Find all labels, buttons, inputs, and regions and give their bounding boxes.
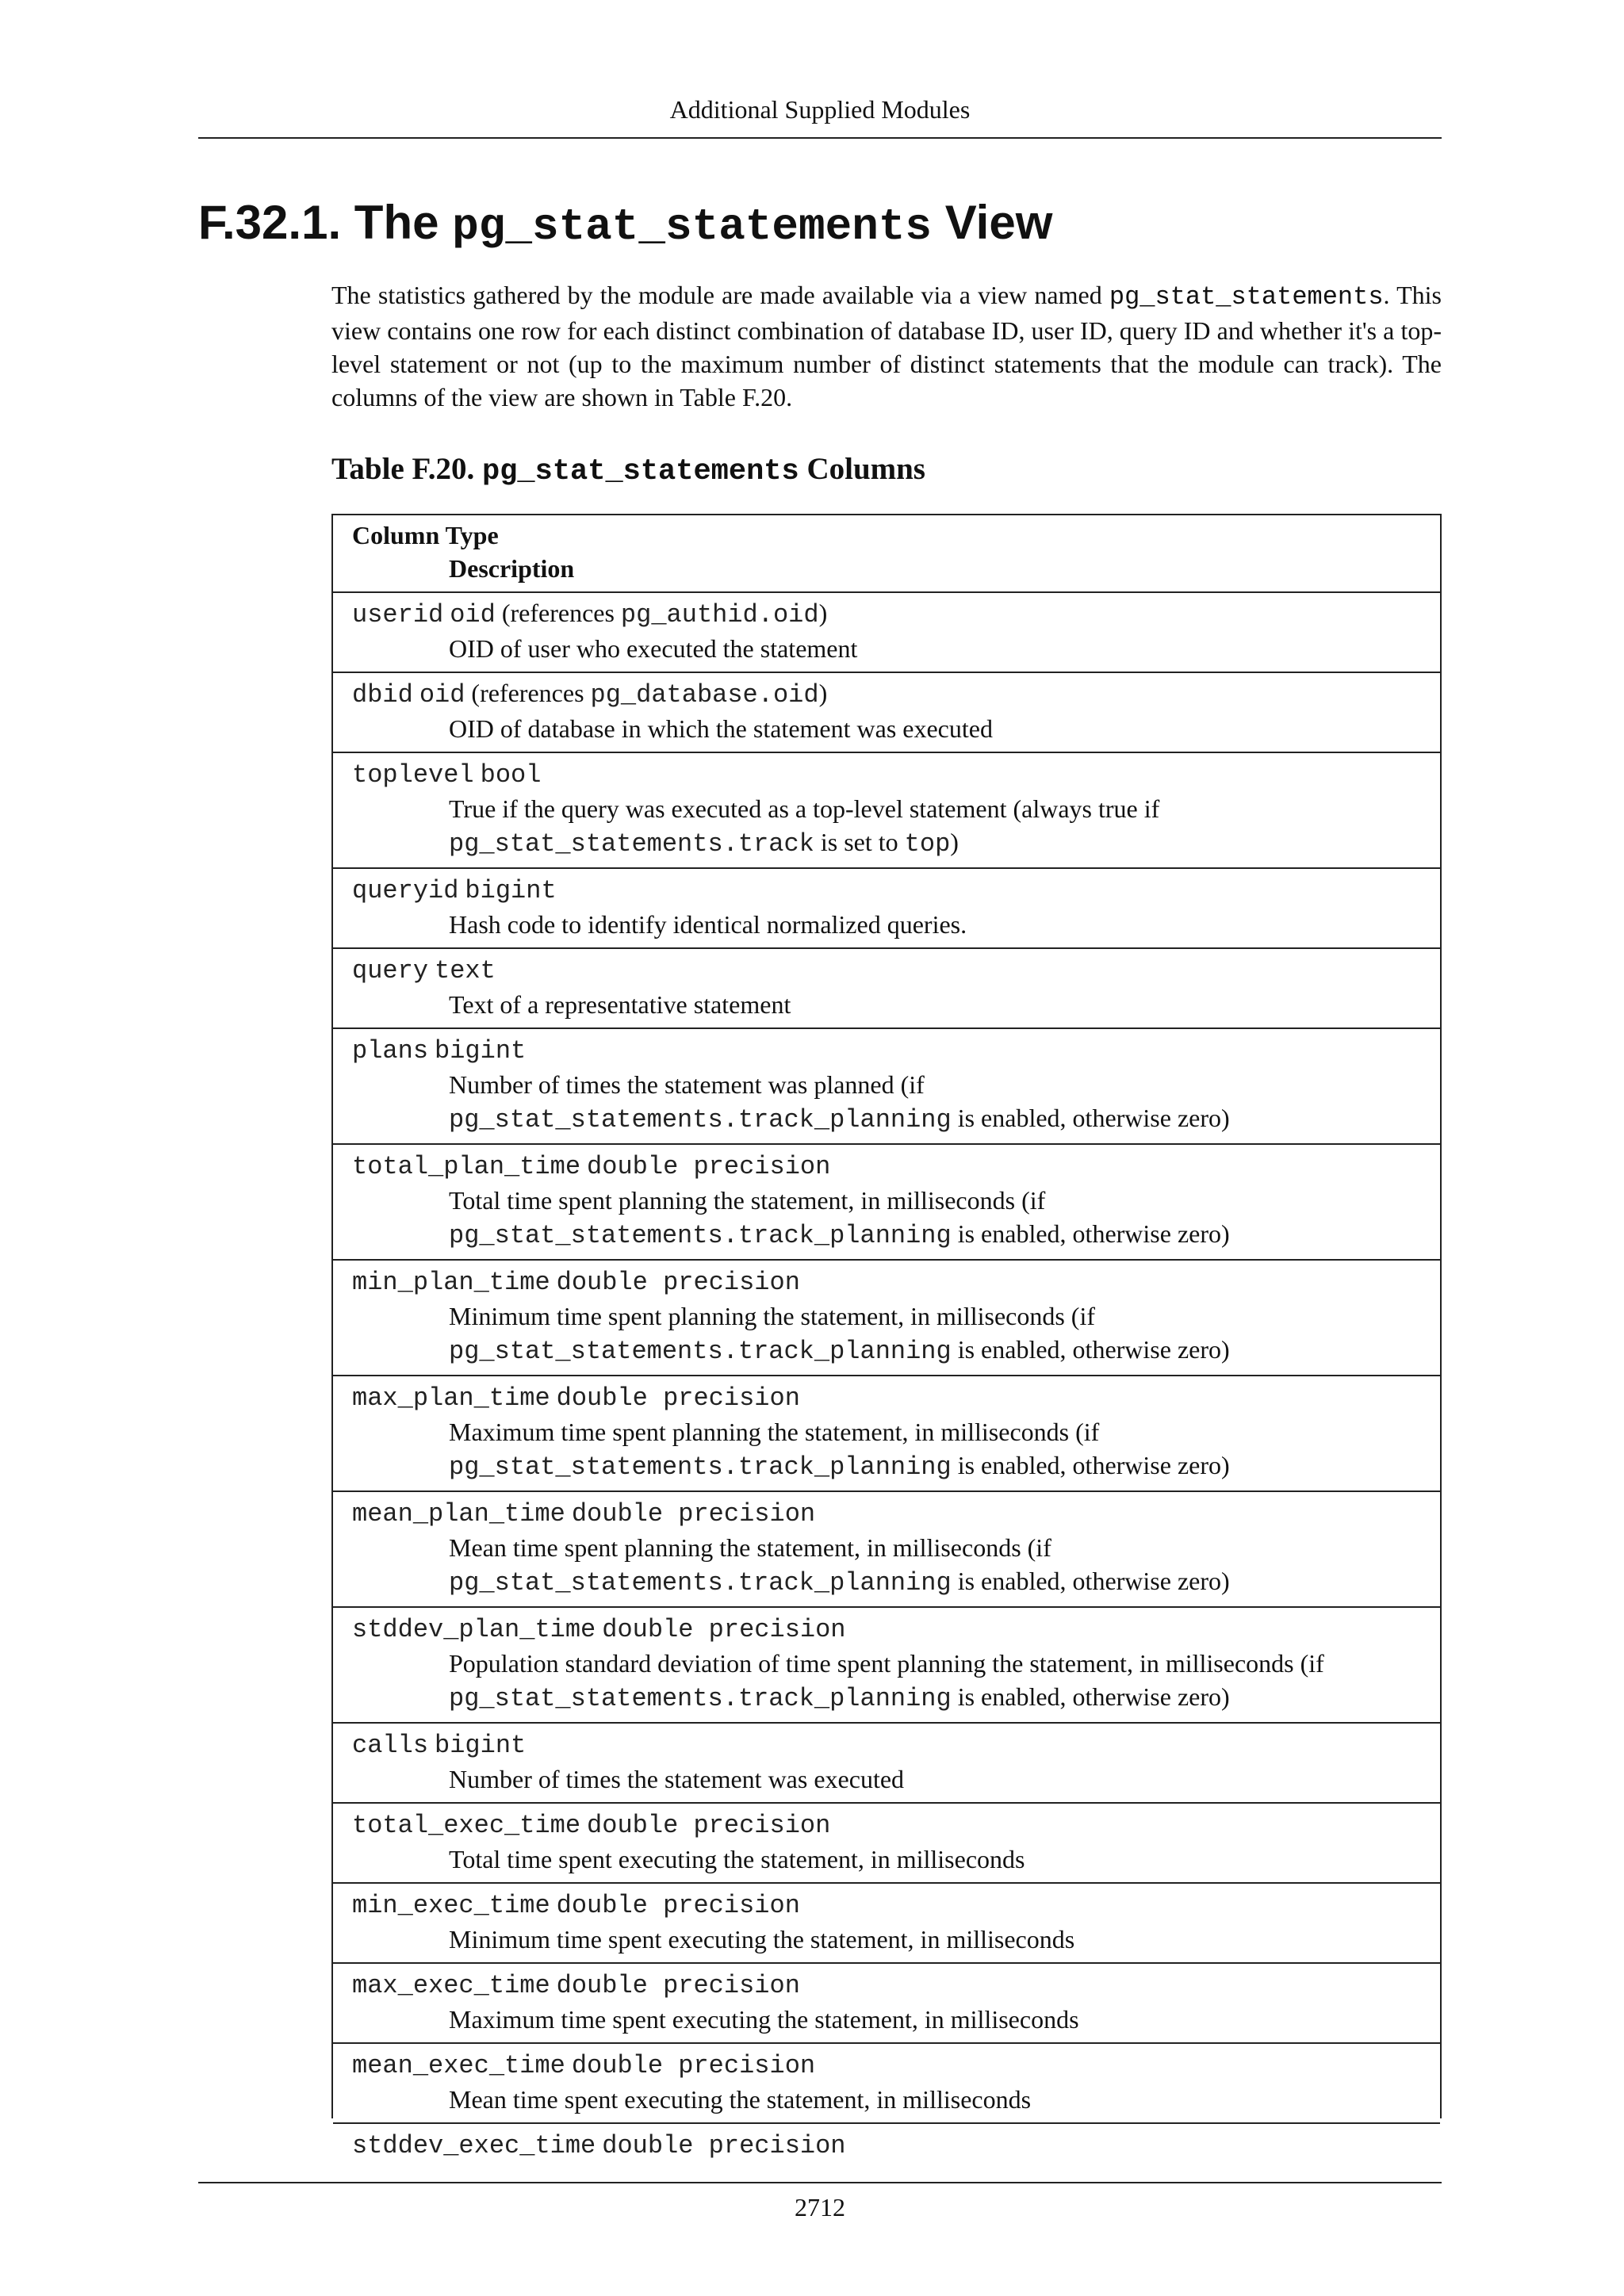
- column-type: double precision: [587, 1152, 831, 1181]
- description-text: is set to: [820, 828, 898, 856]
- reference: pg_authid.oid: [620, 600, 819, 629]
- column-description: Text of a representative statement: [449, 990, 791, 1019]
- column-name: query: [352, 956, 429, 985]
- intro-view-name: pg_stat_statements: [1109, 282, 1384, 312]
- table-row: [333, 1261, 1440, 1376]
- column-description: Hash code to identify identical normalized queries.: [449, 910, 967, 939]
- section-number: F.32.1. The: [198, 196, 439, 249]
- ref-suffix: ): [818, 599, 828, 627]
- table-row: [333, 593, 1440, 673]
- table-row: [333, 2044, 1440, 2124]
- column-type: oid: [450, 600, 496, 629]
- section-view-name: pg_stat_statements: [452, 201, 933, 252]
- table-row: [333, 1029, 1440, 1145]
- columns-table: [331, 514, 1442, 2160]
- table-row: [333, 1492, 1440, 1608]
- table-row: [333, 673, 1440, 753]
- description-text: is enabled, otherwise zero): [957, 1682, 1230, 1711]
- column-name: plans: [352, 1036, 429, 1066]
- ref-prefix: (references: [471, 679, 584, 707]
- config-setting: pg_stat_statements.track_planning: [449, 1452, 952, 1482]
- description-text: True if the query was executed as a top-level statement (always true if: [449, 794, 1160, 823]
- table-row: [333, 1964, 1440, 2044]
- column-name: max_plan_time: [352, 1383, 550, 1413]
- description-text: is enabled, otherwise zero): [957, 1451, 1230, 1479]
- footer-rule: [198, 2182, 1442, 2183]
- config-setting: pg_stat_statements.track_planning: [449, 1105, 952, 1135]
- column-name: userid: [352, 600, 444, 629]
- intro-text-2: . This view contains one row for each distinct combination of database ID, user ID, query ID and whether it's a top-level statement or not (up to the maximum number of distinct statements that the module can track). The columns of the view are shown in Table F.20.: [331, 281, 1442, 411]
- column-description: Maximum time spent executing the statement, in milliseconds: [449, 2005, 1079, 2034]
- description-text: Maximum time spent planning the statement, in milliseconds (if: [449, 1418, 1100, 1446]
- section-title: [198, 187, 1052, 262]
- column-name: mean_plan_time: [352, 1499, 565, 1529]
- column-name: queryid: [352, 876, 459, 905]
- column-description: [352, 1068, 1424, 1137]
- running-header: Additional Supplied Modules: [669, 95, 971, 124]
- table-row: [333, 869, 1440, 949]
- column-description: [352, 1647, 1424, 1716]
- description-text: Mean time spent planning the statement, in milliseconds (if: [449, 1533, 1051, 1562]
- column-description: Total time spent executing the statement, in milliseconds: [449, 1845, 1025, 1873]
- table-row: [333, 1804, 1440, 1884]
- column-description: OID of user who executed the statement: [449, 634, 858, 663]
- column-description: Minimum time spent executing the statement, in milliseconds: [449, 1925, 1075, 1954]
- column-name: dbid: [352, 680, 413, 710]
- column-name: min_exec_time: [352, 1891, 550, 1920]
- table-row: [333, 949, 1440, 1029]
- config-setting: pg_stat_statements.track_planning: [449, 1684, 952, 1713]
- column-description: [352, 1415, 1424, 1484]
- config-setting: pg_stat_statements.track_planning: [449, 1568, 952, 1598]
- column-type: double precision: [556, 1971, 800, 2000]
- column-type: bigint: [465, 876, 557, 905]
- description-text: is enabled, otherwise zero): [957, 1104, 1230, 1132]
- config-setting: pg_stat_statements.track_planning: [449, 1337, 952, 1366]
- table-row: [333, 1724, 1440, 1804]
- table-title-suffix: Columns: [806, 452, 925, 486]
- section-suffix: View: [944, 196, 1053, 249]
- intro-paragraph: [331, 278, 1442, 414]
- column-type: text: [435, 956, 496, 985]
- ref-suffix: ): [818, 679, 828, 707]
- column-type: double precision: [556, 1268, 800, 1297]
- reference: pg_database.oid: [590, 680, 819, 710]
- description-text: ): [950, 828, 959, 856]
- table-header-row: [333, 515, 1440, 593]
- description-text: is enabled, otherwise zero): [957, 1335, 1230, 1364]
- column-name: toplevel: [352, 760, 474, 790]
- column-description: [352, 1299, 1424, 1368]
- column-type: double precision: [571, 2051, 816, 2080]
- table-row: [333, 1376, 1440, 1492]
- table-row: [333, 753, 1440, 869]
- table-row: [333, 1608, 1440, 1724]
- description-text: Total time spent planning the statement, in milliseconds (if: [449, 1186, 1046, 1215]
- description-text: is enabled, otherwise zero): [957, 1567, 1230, 1595]
- column-type: oid: [419, 680, 465, 710]
- column-type: double precision: [587, 1811, 831, 1840]
- column-description: [352, 1531, 1424, 1600]
- column-name: total_exec_time: [352, 1811, 581, 1840]
- config-setting: pg_stat_statements.track_planning: [449, 1221, 952, 1250]
- column-type: bigint: [435, 1731, 527, 1760]
- config-setting: pg_stat_statements.track: [449, 829, 814, 859]
- header-description: Description: [449, 554, 575, 583]
- column-description: [352, 1184, 1424, 1253]
- table-row: [333, 1145, 1440, 1261]
- ref-prefix: (references: [501, 599, 615, 627]
- header-rule: [198, 137, 1442, 139]
- description-text: Number of times the statement was planned (if: [449, 1070, 925, 1099]
- table-title-name: pg_stat_statements: [482, 455, 799, 488]
- column-type: double precision: [571, 1499, 816, 1529]
- column-name: total_plan_time: [352, 1152, 581, 1181]
- description-text: Minimum time spent planning the statement, in milliseconds (if: [449, 1302, 1095, 1330]
- column-name: calls: [352, 1731, 429, 1760]
- setting-value: top: [904, 829, 951, 859]
- intro-text-1: The statistics gathered by the module are made available via a view named: [331, 281, 1102, 309]
- column-type: double precision: [556, 1891, 800, 1920]
- column-name: mean_exec_time: [352, 2051, 565, 2080]
- column-name: max_exec_time: [352, 1971, 550, 2000]
- description-text: is enabled, otherwise zero): [957, 1219, 1230, 1248]
- page-number: 2712: [795, 2193, 845, 2221]
- description-text: Population standard deviation of time spent planning the statement, in milliseconds (if: [449, 1649, 1324, 1678]
- column-type: double precision: [602, 2131, 846, 2160]
- column-type: double precision: [602, 1615, 846, 1644]
- column-description: Number of times the statement was executed: [449, 1765, 905, 1793]
- table-row: [333, 1884, 1440, 1964]
- column-type: double precision: [556, 1383, 800, 1413]
- table-title-prefix: Table F.20.: [331, 452, 475, 486]
- column-name: stddev_plan_time: [352, 1615, 596, 1644]
- table-title: [331, 450, 925, 492]
- column-name: stddev_exec_time: [352, 2131, 596, 2160]
- column-description: OID of database in which the statement was executed: [449, 714, 993, 743]
- header-column-type: Column Type: [352, 521, 499, 549]
- column-type: bool: [480, 760, 542, 790]
- column-description: [352, 792, 1424, 861]
- column-name: min_plan_time: [352, 1268, 550, 1297]
- table-row: [333, 2124, 1440, 2169]
- column-type: bigint: [435, 1036, 527, 1066]
- column-description: Mean time spent executing the statement, in milliseconds: [449, 2085, 1032, 2114]
